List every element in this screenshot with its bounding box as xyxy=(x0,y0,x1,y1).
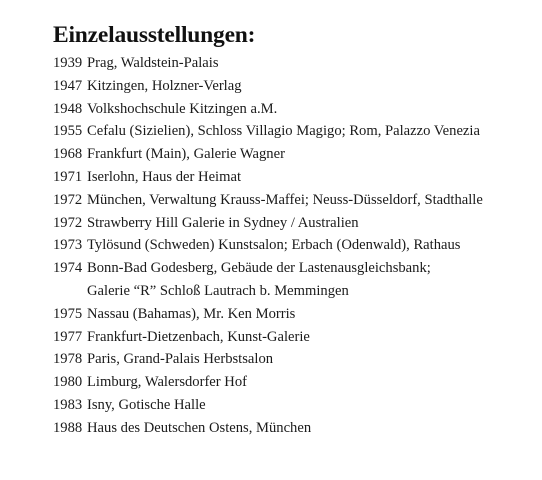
exhibition-entry xyxy=(53,348,483,371)
exhibition-venue-line: Isny, Gotische Halle xyxy=(87,396,206,413)
exhibition-venue xyxy=(87,371,247,394)
exhibition-venue-line: München, Verwaltung Krauss-Maffei; Neuss-Düsseldorf, Stadthalle xyxy=(87,191,483,208)
exhibition-entry xyxy=(53,257,483,303)
exhibition-year: 1974 xyxy=(53,260,83,277)
exhibition-venue xyxy=(87,212,359,235)
exhibition-venue-line: Cefalu (Sizielien), Schloss Villagio Magigo; Rom, Palazzo Venezia xyxy=(87,123,480,140)
exhibition-venue-line: Haus des Deutschen Ostens, München xyxy=(87,419,312,436)
exhibition-venue-line: Prag, Waldstein-Palais xyxy=(87,55,219,71)
exhibition-venue xyxy=(87,234,460,257)
exhibition-entry xyxy=(53,371,483,394)
exhibition-year: 1975 xyxy=(53,305,83,322)
exhibition-venue-line: Frankfurt-Dietzenbach, Kunst-Galerie xyxy=(87,328,310,345)
exhibition-venue xyxy=(87,189,483,212)
exhibition-venue-line: Frankfurt (Main), Galerie Wagner xyxy=(87,146,285,163)
exhibition-venue xyxy=(87,166,241,189)
exhibition-entry xyxy=(53,166,483,189)
exhibition-venue xyxy=(87,143,285,166)
exhibition-year: 1978 xyxy=(53,351,83,368)
exhibition-venue xyxy=(87,417,311,440)
exhibition-entry xyxy=(53,234,483,257)
exhibition-venue-line: Tylösund (Schweden) Kunstsalon; Erbach (Odenwald), Rathaus xyxy=(87,237,461,254)
exhibition-venue-line: Kitzingen, Holzner-Verlag xyxy=(87,77,242,94)
exhibition-entry xyxy=(53,52,483,75)
exhibition-venue xyxy=(87,326,310,349)
exhibition-entry xyxy=(53,212,483,235)
exhibition-venue-line: Nassau (Bahamas), Mr. Ken Morris xyxy=(87,305,296,322)
exhibition-year: 1971 xyxy=(53,168,83,185)
exhibition-venue-line: Limburg, Walersdorfer Hof xyxy=(87,374,247,391)
exhibition-year: 1947 xyxy=(53,77,83,94)
exhibitions-list xyxy=(53,52,483,440)
exhibition-venue xyxy=(87,52,219,75)
exhibition-venue-line: Volkshochschule Kitzingen a.M. xyxy=(87,100,278,117)
exhibition-year: 1977 xyxy=(53,328,83,345)
exhibition-venue-line: Bonn-Bad Godesberg, Gebäude der Lastenausgleichsbank; xyxy=(87,260,431,277)
exhibition-year: 1983 xyxy=(53,396,83,413)
exhibition-year: 1968 xyxy=(53,146,83,163)
exhibition-venue xyxy=(87,303,295,326)
exhibition-entry xyxy=(53,189,483,212)
exhibition-venue xyxy=(87,75,242,98)
exhibition-year: 1980 xyxy=(53,374,83,391)
exhibition-year: 1973 xyxy=(53,237,83,254)
exhibition-year: 1972 xyxy=(53,191,83,208)
exhibition-entry xyxy=(53,326,483,349)
exhibition-entry xyxy=(53,143,483,166)
exhibition-entry xyxy=(53,417,483,440)
page-title: Einzelausstellungen: xyxy=(53,22,256,48)
exhibition-entry xyxy=(53,394,483,417)
exhibition-venue-line: Strawberry Hill Galerie in Sydney / Australien xyxy=(87,214,359,231)
exhibition-year: 1988 xyxy=(53,419,83,436)
exhibition-venue xyxy=(87,257,431,303)
exhibition-venue xyxy=(87,98,277,121)
exhibition-entry xyxy=(53,120,483,143)
exhibition-year: 1972 xyxy=(53,214,83,231)
exhibition-venue xyxy=(87,348,273,371)
exhibition-year: 1948 xyxy=(53,100,83,117)
exhibition-venue xyxy=(87,120,480,143)
exhibition-entry xyxy=(53,303,483,326)
exhibition-entry xyxy=(53,75,483,98)
exhibition-year: 1939 xyxy=(53,55,83,71)
exhibition-year: 1955 xyxy=(53,123,83,140)
exhibition-venue-line: Iserlohn, Haus der Heimat xyxy=(87,168,241,185)
exhibition-venue-line: Paris, Grand-Palais Herbstsalon xyxy=(87,351,274,368)
exhibition-venue xyxy=(87,394,206,417)
exhibition-venue-line: Galerie “R” Schloß Lautrach b. Memmingen xyxy=(87,282,349,299)
exhibition-entry xyxy=(53,98,483,121)
